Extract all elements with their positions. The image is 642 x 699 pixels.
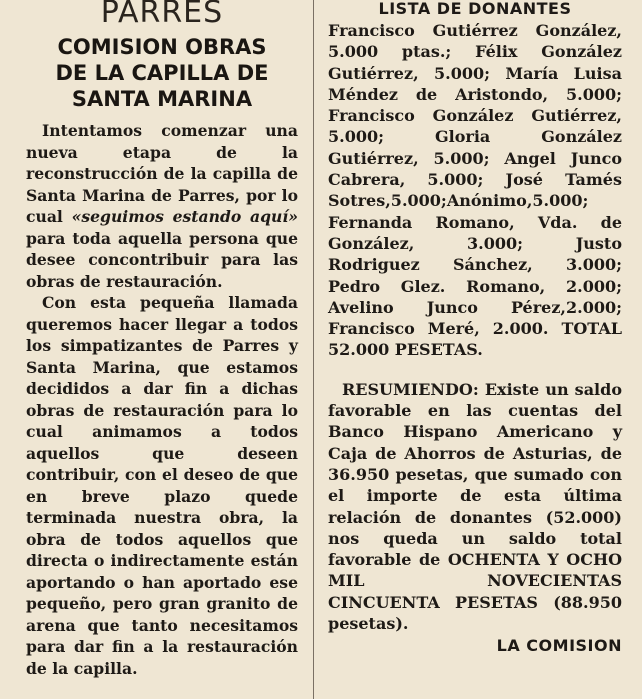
paragraph-1-end: para toda aquella persona que desee concontribuir para las obras de restauración. [26, 228, 298, 291]
section-heading: PARRES [100, 0, 224, 30]
donor-list-heading: LISTA DE DONANTES [378, 0, 572, 18]
paragraph-2: Con esta pequeña llamada queremos hacer llegar a todos los simpatizantes de Parres y Santa Marina, que estamos decididos a dar fin a dichas obras de restauración para lo cual animamos a todos aquellos que deseen contribuir, con el deseo de que en breve plazo quede terminada nuestra obra, la obra de todos aquellos que directa o indirectamente están aportando o han aportado ese pequeño, pero gran granito de arena que tanto necesitamos para dar fin a la restauración de la capilla. [26, 293, 298, 678]
headline-line-2: DE LA CAPILLA DE [55, 61, 269, 85]
signature: LA COMISION [496, 636, 622, 656]
headline-line-3: SANTA MARINA [71, 87, 253, 111]
donor-list-body [328, 20, 622, 634]
article-body [26, 120, 298, 679]
article-headline [26, 34, 298, 112]
headline-line-1: COMISION OBRAS [57, 35, 267, 59]
paragraph-1-start: Intentamos comenzar una nueva etapa de la reconstrucción de la capilla de Santa Marina de Parres, por lo cual [26, 121, 298, 226]
paragraph-1 [26, 120, 298, 292]
summary-paragraph: RESUMIENDO: Existe un saldo favorable en las cuentas del Banco Hispano Americano y Caja de Ahorros de Asturias, de 36.950 pesetas, que sumado con el importe de esta última relación de donantes (52.000) nos queda un saldo total favorable de OCHENTA Y OCHO MIL NOVECIENTAS CINCUENTA PESETAS (88.950 pesetas). [328, 379, 622, 634]
left-column [26, 0, 298, 679]
column-divider [313, 0, 314, 699]
donor-list: Francisco Gutiérrez González, 5.000 ptas.; Félix González Gutiérrez, 5.000; María Luisa Méndez de Aristondo, 5.000; Francisco González Gutiérrez, 5.000; Gloria González Gutiérrez, 5.000; Angel Junco Cabrera, 5.000; José Tamés Sotres,5.000;Anónimo,5.000; Fernanda Romano, Vda. de González, 3.000; Justo Rodriguez Sánchez, 3.000; Pedro Glez. Romano, 2.000; Avelino Junco Pérez,2.000; Francisco Meré, 2.000. TOTAL 52.000 PESETAS. [328, 21, 622, 360]
right-column [328, 0, 622, 655]
paragraph-1-italic-quote: «seguimos estando aquí» [71, 207, 298, 226]
